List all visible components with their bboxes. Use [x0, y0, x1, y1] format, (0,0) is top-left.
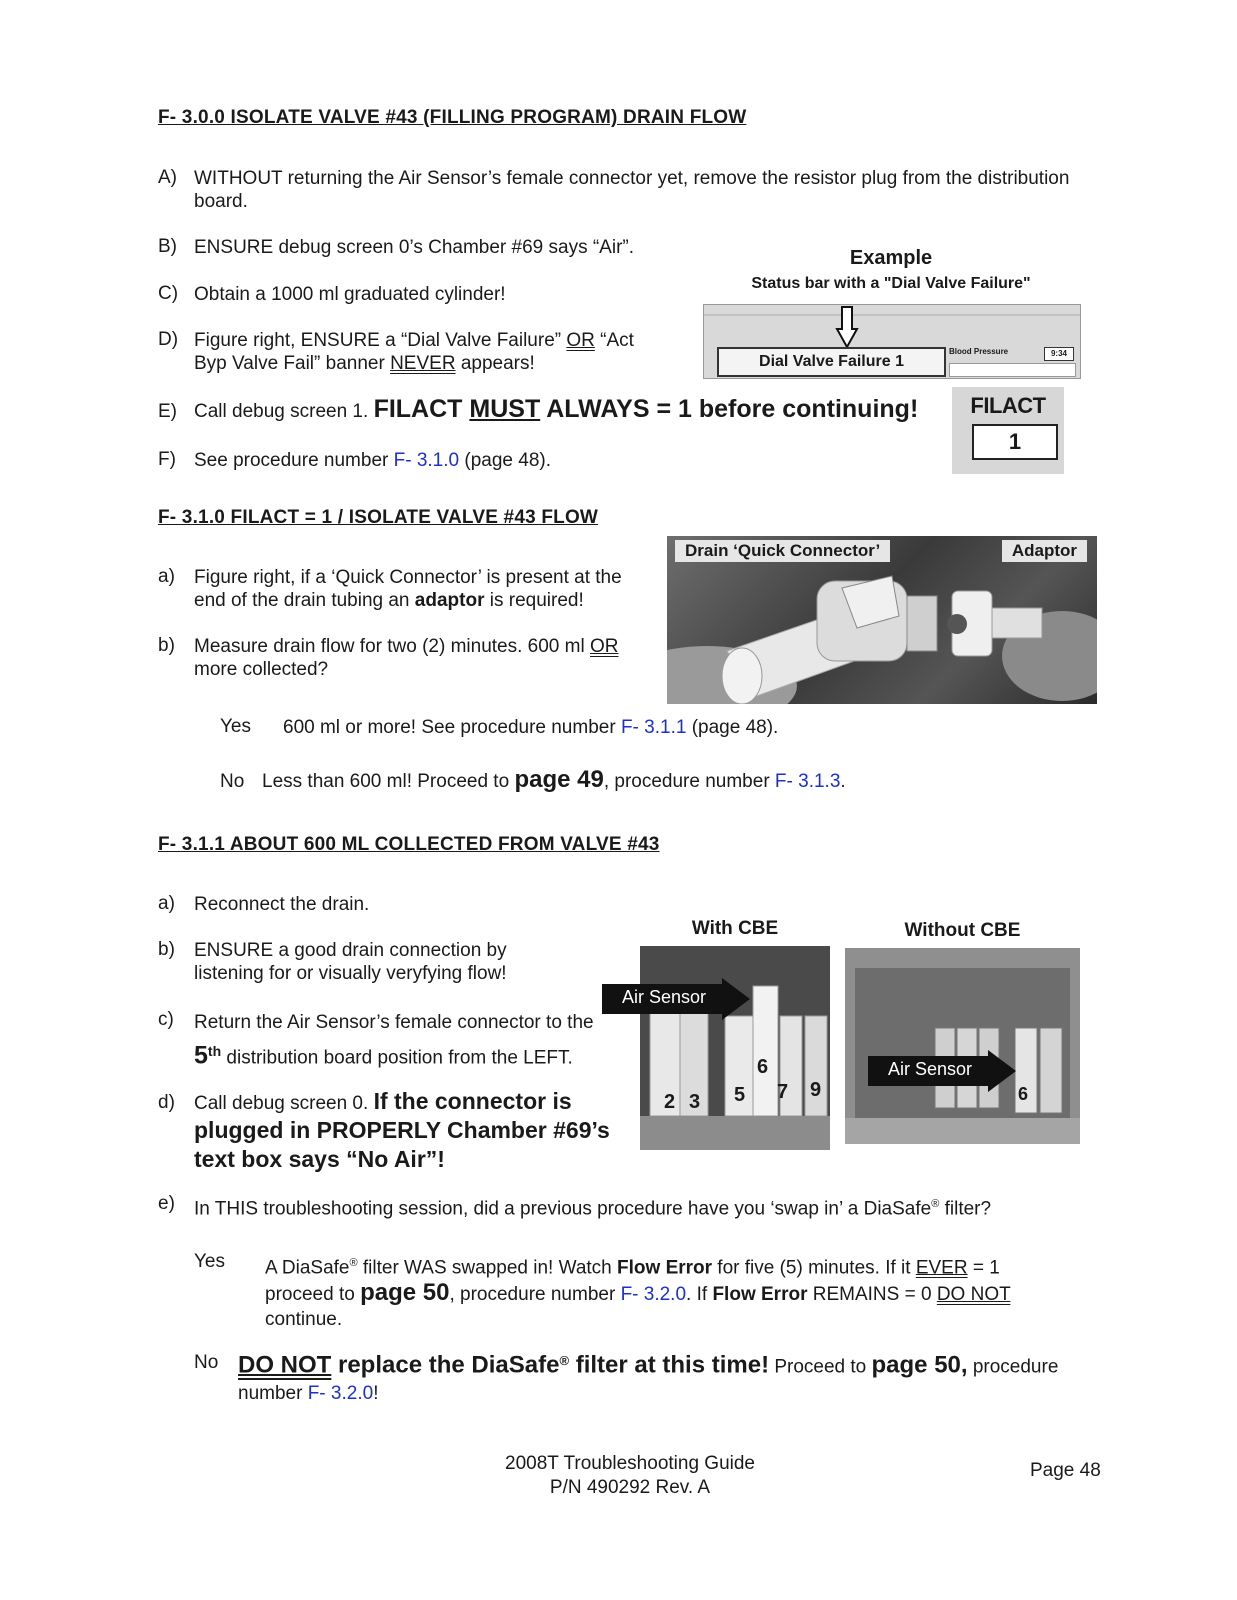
- yes-label: Yes: [220, 716, 251, 737]
- text-run: = 1 proceed to: [265, 1257, 1000, 1306]
- filact-label: FILACT: [970, 393, 1046, 418]
- procedure-link[interactable]: F- 3.2.0: [620, 1284, 687, 1306]
- position-number: 3: [689, 1091, 701, 1113]
- air-sensor-arrow-right: [868, 1050, 1018, 1092]
- procedure-link[interactable]: F- 3.1.3: [774, 771, 841, 792]
- position-number: 5: [734, 1084, 746, 1106]
- text-run: ®: [559, 1353, 570, 1368]
- text-run: , procedure number: [449, 1284, 621, 1306]
- no-label: No: [194, 1352, 219, 1373]
- position-number: 6: [1018, 1084, 1029, 1104]
- footer-part-number: P/N 490292 Rev. A: [549, 1477, 711, 1498]
- procedure-link[interactable]: F- 3.2.0: [307, 1383, 374, 1405]
- item-label: C): [158, 283, 179, 304]
- text-run: (page 48).: [459, 450, 552, 471]
- text-run: 600 ml or more! See procedure number: [283, 717, 621, 738]
- item-text: [194, 1193, 1114, 1220]
- photo-label-quick-connector: Drain ‘Quick Connector’: [675, 540, 890, 562]
- item-label: e): [158, 1193, 175, 1214]
- text-run: Measure drain flow for two (2) minutes. 600 ml: [194, 636, 590, 657]
- item-text: [194, 395, 954, 423]
- text-run: OR: [566, 330, 595, 351]
- text-run: (page 48).: [686, 717, 779, 738]
- no-text: [262, 768, 962, 793]
- text-run: filter at this time!: [569, 1351, 770, 1379]
- item-text: ENSURE debug screen 0’s Chamber #69 says “Air”.: [194, 237, 635, 258]
- text-run: “Act Byp Valve Fail” banner: [194, 330, 634, 374]
- item-text: WITHOUT returning the Air Sensor’s female connector yet, remove the resistor plug from the distribution board.: [194, 168, 1070, 212]
- no-text: [238, 1347, 1088, 1407]
- item-text: ENSURE a good drain connection by listening for or visually veryfying flow!: [194, 940, 507, 984]
- air-sensor-label: Air Sensor: [888, 1059, 973, 1079]
- without-cbe-photo: [845, 948, 1080, 1144]
- item-label: a): [158, 893, 175, 914]
- dial-valve-failure-banner: Dial Valve Failure 1: [717, 347, 946, 377]
- section-heading-f300: F- 3.0.0 ISOLATE VALVE #43 (FILLING PROGRAM) DRAIN FLOW: [158, 107, 747, 128]
- text-run: ®: [931, 1198, 940, 1210]
- text-run: In THIS troubleshooting session, did a previous procedure have you ‘swap in’ a DiaSafe: [194, 1198, 932, 1220]
- text-run: filter WAS swapped in! Watch: [357, 1257, 618, 1279]
- without-cbe-caption: Without CBE: [904, 920, 1021, 941]
- position-number: 6: [757, 1056, 769, 1078]
- position-number: 7: [777, 1081, 789, 1103]
- text-run: MUST: [469, 395, 541, 423]
- item-label: d): [158, 1092, 175, 1113]
- text-run: ALWAYS = 1 before continuing!: [540, 395, 919, 423]
- text-run: See procedure number: [194, 450, 394, 471]
- item-text: [194, 566, 654, 612]
- item-text: [194, 449, 694, 472]
- item-label: B): [158, 236, 177, 257]
- photo-label-adaptor: Adaptor: [1002, 540, 1087, 562]
- status-bar-image: [703, 304, 1081, 379]
- text-run: , procedure number: [603, 771, 775, 792]
- footer: [430, 1452, 830, 1500]
- time-display: 9:34: [1044, 347, 1074, 361]
- item-label: A): [158, 167, 177, 188]
- item-text: [194, 1009, 619, 1072]
- text-run: Call debug screen 0.: [194, 1093, 374, 1114]
- text-run: page 50: [360, 1279, 450, 1307]
- item-label: b): [158, 635, 175, 656]
- text-run: Call debug screen 1.: [194, 401, 374, 422]
- text-run: for five (5) minutes. If it: [712, 1257, 916, 1279]
- text-run: OR: [590, 636, 619, 657]
- air-sensor-arrow-left: [602, 978, 752, 1020]
- yes-text: [283, 716, 983, 739]
- text-run: NEVER: [390, 353, 456, 374]
- filact-value: 1: [972, 424, 1058, 460]
- yes-label: Yes: [194, 1251, 225, 1272]
- board-illustration: [845, 948, 1080, 1144]
- text-run: Flow Error: [617, 1257, 713, 1279]
- filact-figure: [952, 387, 1064, 474]
- position-number: 9: [810, 1079, 822, 1101]
- text-run: 5: [194, 1041, 208, 1070]
- yes-text: [265, 1251, 1065, 1332]
- no-label: No: [220, 771, 245, 792]
- text-run: Flow Error: [712, 1284, 808, 1306]
- quick-connector-photo: [667, 536, 1097, 704]
- text-run: !: [373, 1383, 379, 1405]
- procedure-link[interactable]: F- 3.1.1: [620, 717, 687, 738]
- item-text: [194, 635, 644, 681]
- position-number: 2: [664, 1091, 676, 1113]
- text-run: page 49: [514, 766, 604, 793]
- with-cbe-photo: [640, 946, 830, 1150]
- text-run: appears!: [455, 353, 535, 374]
- text-run: continue.: [265, 1309, 343, 1331]
- item-text: [194, 329, 664, 375]
- item-text: [194, 1088, 614, 1175]
- section-heading-f311: F- 3.1.1 ABOUT 600 ML COLLECTED FROM VALVE #43: [158, 834, 660, 855]
- blood-pressure-label: Blood Pressure: [949, 347, 1009, 356]
- text-run: adaptor: [414, 590, 485, 611]
- item-text: Obtain a 1000 ml graduated cylinder!: [194, 284, 506, 305]
- text-run: . If: [686, 1284, 713, 1306]
- item-label: D): [158, 329, 179, 350]
- text-run: Proceed to: [769, 1356, 872, 1378]
- text-run: If the connector is plugged in PROPERLY Chamber #69’s text box says “No Air”!: [194, 1088, 610, 1172]
- figure-caption: Status bar with a "Dial Valve Failure": [751, 275, 1031, 292]
- text-run: Return the Air Sensor’s female connector to the: [194, 1012, 594, 1033]
- text-run: DO NOT: [238, 1351, 332, 1379]
- figure-title: Example: [849, 247, 933, 269]
- item-label: F): [158, 449, 176, 470]
- text-run: Figure right, if a ‘Quick Connector’ is present at the end of the drain tubing an: [194, 567, 622, 611]
- page-number: Page 48: [1030, 1460, 1101, 1481]
- text-run: filter?: [939, 1198, 992, 1220]
- text-run: page 50,: [871, 1351, 968, 1379]
- status-bar-example-figure: [703, 247, 1079, 379]
- air-sensor-label: Air Sensor: [622, 987, 707, 1007]
- procedure-link[interactable]: F- 3.1.0: [393, 450, 460, 471]
- item-label: a): [158, 566, 175, 587]
- text-run: more collected?: [194, 659, 329, 680]
- footer-title: 2008T Troubleshooting Guide: [505, 1453, 755, 1474]
- text-run: Less than 600 ml! Proceed to: [262, 771, 515, 792]
- text-run: EVER: [915, 1257, 968, 1279]
- item-label: c): [158, 1009, 174, 1030]
- text-run: FILACT: [373, 395, 470, 423]
- text-run: A DiaSafe: [265, 1257, 350, 1279]
- bp-field: [949, 363, 1076, 377]
- text-run: DO NOT: [936, 1284, 1011, 1306]
- text-run: replace the DiaSafe: [331, 1351, 560, 1379]
- text-run: th: [207, 1043, 222, 1059]
- item-label: E): [158, 401, 177, 422]
- section-heading-f310: F- 3.1.0 FILACT = 1 / ISOLATE VALVE #43 FLOW: [158, 507, 599, 528]
- text-run: .: [840, 771, 846, 792]
- with-cbe-caption: With CBE: [691, 918, 779, 939]
- text-run: is required!: [484, 590, 584, 611]
- board-illustration: [640, 946, 830, 1150]
- text-run: ®: [349, 1257, 358, 1269]
- text-run: distribution board position from the LEFT.: [221, 1047, 573, 1069]
- text-run: Figure right, ENSURE a “Dial Valve Failure”: [194, 330, 567, 351]
- text-run: procedure number: [238, 1356, 1059, 1405]
- item-text: Reconnect the drain.: [194, 894, 370, 915]
- item-label: b): [158, 939, 175, 960]
- text-run: REMAINS = 0: [807, 1284, 937, 1306]
